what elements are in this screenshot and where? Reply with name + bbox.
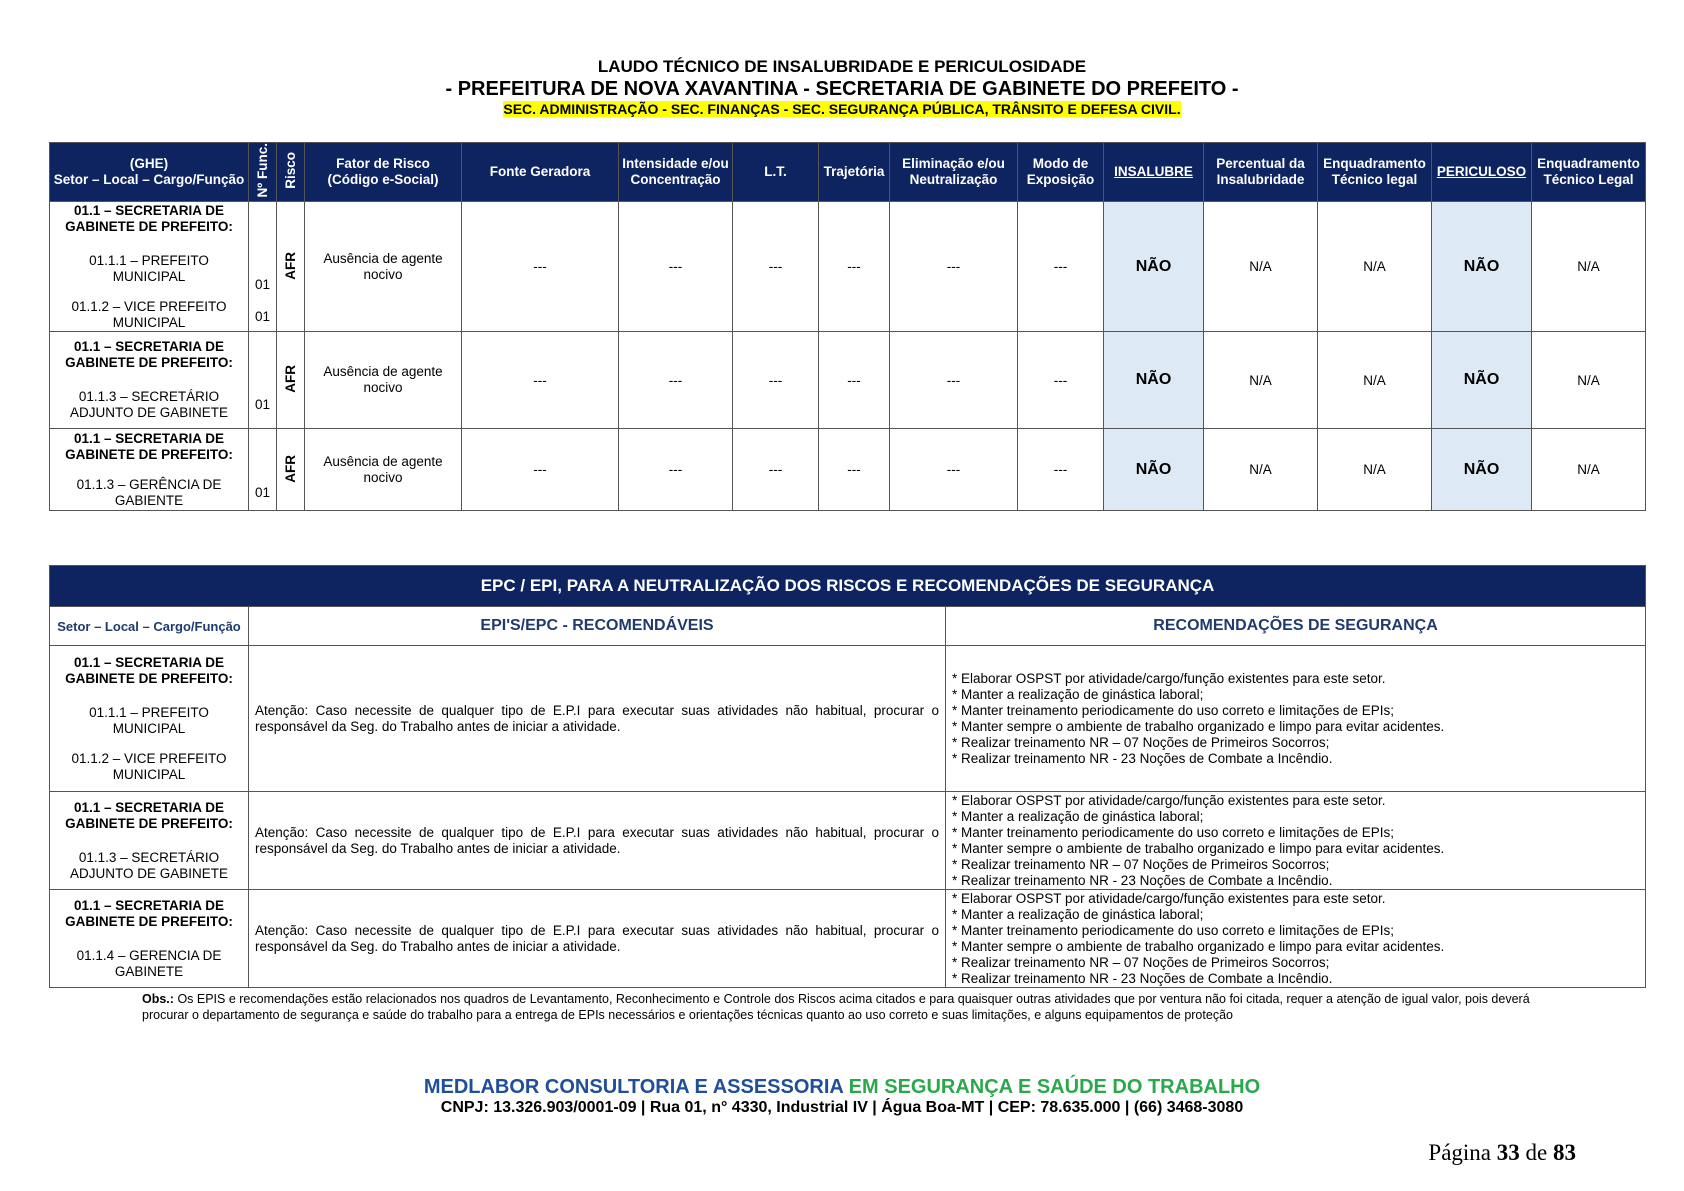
col-enquadramento-2: Enquadramento Técnico Legal bbox=[1532, 143, 1646, 202]
modo-cell: --- bbox=[1018, 202, 1104, 332]
enquadramento-2-cell: N/A bbox=[1532, 429, 1646, 511]
col-insalubre: INSALUBRE bbox=[1104, 143, 1204, 202]
epi-cell: Atenção: Caso necessite de qualquer tipo de E.P.I para executar suas atividades não habitual, procurar o responsável da Seg. do Trabalho antes de iniciar a atividade. bbox=[249, 646, 946, 792]
lt-cell: --- bbox=[733, 429, 819, 511]
col-recomendacoes: RECOMENDAÇÕES DE SEGURANÇA bbox=[946, 607, 1646, 646]
setor-cell: 01.1 – SECRETARIA DE GABINETE DE PREFEITO: 01.1.4 – GERENCIA DE GABINETE bbox=[50, 890, 249, 988]
col-ghe: (GHE) Setor – Local – Cargo/Função bbox=[50, 143, 249, 202]
col-epi: EPI'S/EPC - RECOMENDÁVEIS bbox=[249, 607, 946, 646]
table-row bbox=[50, 332, 1646, 429]
eliminacao-cell: --- bbox=[890, 332, 1018, 429]
col-periculoso: PERICULOSO bbox=[1432, 143, 1532, 202]
trajetoria-cell: --- bbox=[819, 202, 890, 332]
lt-cell: --- bbox=[733, 332, 819, 429]
doc-subtitle: - PREFEITURA DE NOVA XAVANTINA - SECRETARIA DE GABINETE DO PREFEITO - bbox=[445, 78, 1239, 100]
num-func-cell: 01 bbox=[249, 429, 277, 511]
recomendacoes-cell: * Elaborar OSPST por atividade/cargo/função existentes para este setor. * Manter a realização de ginástica laboral; * Manter treinamento periodicamente do uso correto e limitações de EPIs; * Manter sempre o ambiente de trabalho organizado e limpo para evitar acidentes. * Realizar treinamento NR – 07 Noções de Primeiros Socorros; * Realizar treinamento NR - 23 Noções de Combate a Incêndio. bbox=[946, 646, 1646, 792]
table-row bbox=[50, 646, 1646, 792]
percentual-cell: N/A bbox=[1204, 202, 1318, 332]
periculoso-cell: NÃO bbox=[1432, 429, 1532, 511]
fator-cell: Ausência de agente nocivo bbox=[305, 332, 462, 429]
col-eliminacao: Eliminação e/ou Neutralização bbox=[890, 143, 1018, 202]
table-row bbox=[50, 202, 1646, 332]
lt-cell: --- bbox=[733, 202, 819, 332]
fonte-cell: --- bbox=[462, 429, 619, 511]
percentual-cell: N/A bbox=[1204, 332, 1318, 429]
obs-note: Obs.: Os EPIS e recomendações estão relacionados nos quadros de Levantamento, Reconhecimento e Controle dos Riscos acima citados e para quaisquer outras atividades que por ventura não foi citada, requer a atenção de igual valor, pois deverá procurar o departamento de segurança e saúde do trabalho para a entrega de EPIs necessários e orientações técnicas quanto ao uso correto e suas limitações, e alguns equipamentos de proteção bbox=[142, 992, 1530, 1022]
enquadramento-cell: N/A bbox=[1318, 332, 1432, 429]
recomendacoes-cell: * Elaborar OSPST por atividade/cargo/função existentes para este setor. * Manter a realização de ginástica laboral; * Manter treinamento periodicamente do uso correto e limitações de EPIs; * Manter sempre o ambiente de trabalho organizado e limpo para evitar acidentes. * Realizar treinamento NR – 07 Noções de Primeiros Socorros; * Realizar treinamento NR - 23 Noções de Combate a Incêndio. bbox=[946, 890, 1646, 988]
intensidade-cell: --- bbox=[619, 202, 733, 332]
modo-cell: --- bbox=[1018, 429, 1104, 511]
epc-table bbox=[49, 565, 1646, 988]
page-number: Página 33 de 83 bbox=[1428, 1140, 1576, 1165]
col-enquadramento: Enquadramento Técnico legal bbox=[1318, 143, 1432, 202]
modo-cell: --- bbox=[1018, 332, 1104, 429]
ghe-cell: 01.1 – SECRETARIA DE GABINETE DE PREFEITO: 01.1.3 – GERÊNCIA DE GABIENTE bbox=[50, 429, 249, 511]
insalubre-cell: NÃO bbox=[1104, 332, 1204, 429]
fator-cell: Ausência de agente nocivo bbox=[305, 429, 462, 511]
setor-cell: 01.1 – SECRETARIA DE GABINETE DE PREFEITO: 01.1.3 – SECRETÁRIO ADJUNTO DE GABINETE bbox=[50, 792, 249, 890]
setor-cell: 01.1 – SECRETARIA DE GABINETE DE PREFEITO: 01.1.1 – PREFEITO MUNICIPAL 01.1.2 – VICE PREFEITO MUNICIPAL bbox=[50, 646, 249, 792]
risk-table bbox=[49, 142, 1646, 511]
enquadramento-cell: N/A bbox=[1318, 202, 1432, 332]
trajetoria-cell: --- bbox=[819, 429, 890, 511]
col-fator: Fator de Risco (Código e-Social) bbox=[305, 143, 462, 202]
recomendacoes-cell: * Elaborar OSPST por atividade/cargo/função existentes para este setor. * Manter a realização de ginástica laboral; * Manter treinamento periodicamente do uso correto e limitações de EPIs; * Manter sempre o ambiente de trabalho organizado e limpo para evitar acidentes. * Realizar treinamento NR – 07 Noções de Primeiros Socorros; * Realizar treinamento NR - 23 Noções de Combate a Incêndio. bbox=[946, 792, 1646, 890]
epi-cell: Atenção: Caso necessite de qualquer tipo de E.P.I para executar suas atividades não habitual, procurar o responsável da Seg. do Trabalho antes de iniciar a atividade. bbox=[249, 890, 946, 988]
col-intensidade: Intensidade e/ou Concentração bbox=[619, 143, 733, 202]
table-row bbox=[50, 792, 1646, 890]
periculoso-cell: NÃO bbox=[1432, 332, 1532, 429]
col-num-func: Nº Func. bbox=[249, 143, 277, 202]
num-func-cell: 01 bbox=[249, 332, 277, 429]
risk-table-header bbox=[50, 143, 1646, 202]
col-risco: Risco bbox=[277, 143, 305, 202]
intensidade-cell: --- bbox=[619, 332, 733, 429]
doc-secretariats: SEC. ADMINISTRAÇÃO - SEC. FINANÇAS - SEC. SEGURANÇA PÚBLICA, TRÂNSITO E DEFESA CIVIL. bbox=[503, 101, 1181, 117]
col-setor: Setor – Local – Cargo/Função bbox=[50, 607, 249, 646]
insalubre-cell: NÃO bbox=[1104, 202, 1204, 332]
footer-company: MEDLABOR CONSULTORIA E ASSESSORIA EM SEGURANÇA E SAÚDE DO TRABALHO bbox=[423, 1076, 1261, 1098]
num-func-cell: 01 01 bbox=[249, 202, 277, 332]
col-lt: L.T. bbox=[733, 143, 819, 202]
col-fonte: Fonte Geradora bbox=[462, 143, 619, 202]
enquadramento-2-cell: N/A bbox=[1532, 202, 1646, 332]
footer-address: CNPJ: 13.326.903/0001-09 | Rua 01, n° 4330, Industrial IV | Água Boa-MT | CEP: 78.635.000 | (66) 3468-3080 bbox=[440, 1099, 1244, 1116]
col-percentual: Percentual da Insalubridade bbox=[1204, 143, 1318, 202]
insalubre-cell: NÃO bbox=[1104, 429, 1204, 511]
percentual-cell: N/A bbox=[1204, 429, 1318, 511]
periculoso-cell: NÃO bbox=[1432, 202, 1532, 332]
epi-cell: Atenção: Caso necessite de qualquer tipo de E.P.I para executar suas atividades não habitual, procurar o responsável da Seg. do Trabalho antes de iniciar a atividade. bbox=[249, 792, 946, 890]
eliminacao-cell: --- bbox=[890, 202, 1018, 332]
fator-cell: Ausência de agente nocivo bbox=[305, 202, 462, 332]
table-row bbox=[50, 890, 1646, 988]
intensidade-cell: --- bbox=[619, 429, 733, 511]
trajetoria-cell: --- bbox=[819, 332, 890, 429]
risco-cell: AFR bbox=[277, 429, 305, 511]
epc-table-title: EPC / EPI, PARA A NEUTRALIZAÇÃO DOS RISCOS E RECOMENDAÇÕES DE SEGURANÇA bbox=[50, 566, 1646, 607]
enquadramento-2-cell: N/A bbox=[1532, 332, 1646, 429]
col-trajetoria: Trajetória bbox=[819, 143, 890, 202]
fonte-cell: --- bbox=[462, 202, 619, 332]
doc-title: LAUDO TÉCNICO DE INSALUBRIDADE E PERICULOSIDADE bbox=[597, 57, 1087, 76]
fonte-cell: --- bbox=[462, 332, 619, 429]
table-row bbox=[50, 429, 1646, 511]
risco-cell: AFR bbox=[277, 202, 305, 332]
enquadramento-cell: N/A bbox=[1318, 429, 1432, 511]
ghe-cell: 01.1 – SECRETARIA DE GABINETE DE PREFEITO: 01.1.1 – PREFEITO MUNICIPAL 01.1.2 – VICE PREFEITO MUNICIPAL bbox=[50, 202, 249, 332]
eliminacao-cell: --- bbox=[890, 429, 1018, 511]
risco-cell: AFR bbox=[277, 332, 305, 429]
ghe-cell: 01.1 – SECRETARIA DE GABINETE DE PREFEITO: 01.1.3 – SECRETÁRIO ADJUNTO DE GABINETE bbox=[50, 332, 249, 429]
col-modo: Modo de Exposição bbox=[1018, 143, 1104, 202]
